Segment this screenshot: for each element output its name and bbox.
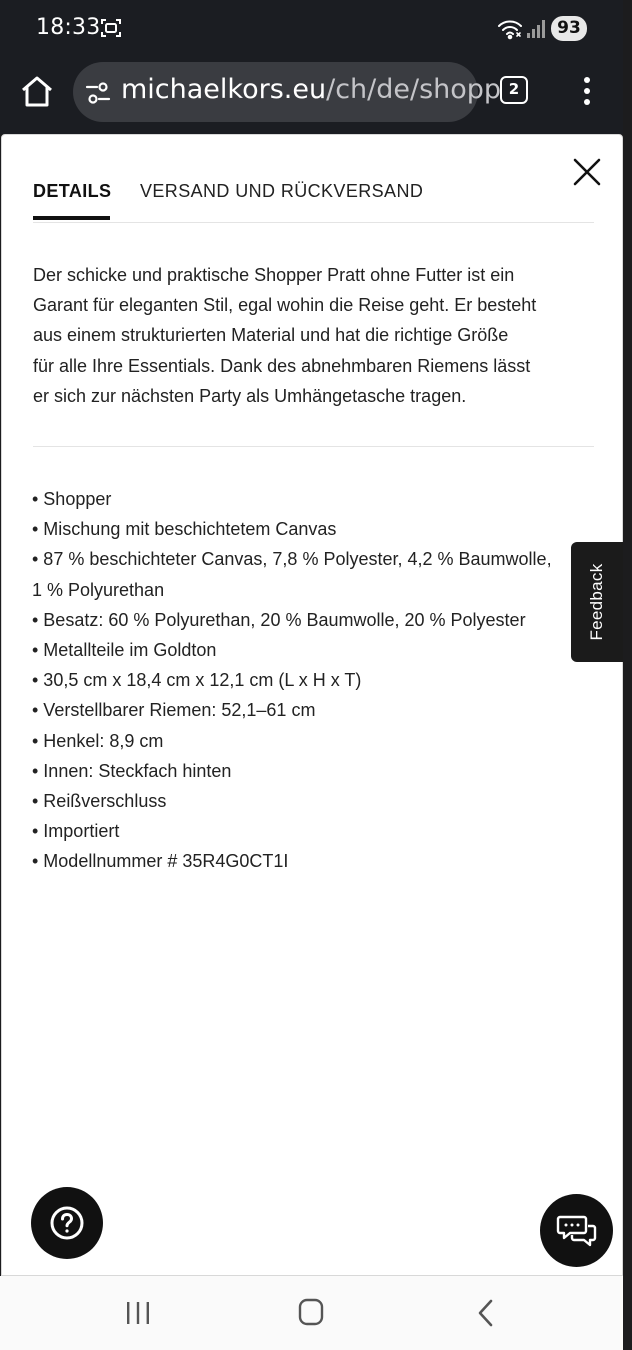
description-line: aus einem strukturierten Material und hat die richtige Größe	[33, 325, 509, 346]
product-description	[33, 260, 598, 411]
chat-icon	[556, 1212, 598, 1250]
battery-icon: 93	[551, 16, 587, 41]
address-bar[interactable]	[73, 62, 502, 122]
feature-item: 1 % Polyurethan	[32, 579, 165, 600]
back-icon[interactable]	[476, 1298, 496, 1328]
nav-home-icon[interactable]	[298, 1298, 324, 1326]
product-details-sheet	[1, 134, 623, 1276]
feedback-label: Feedback	[587, 563, 606, 641]
description-line: für alle Ihre Essentials. Dank des abnehmbaren Riemens lässt	[33, 355, 531, 376]
active-tab-indicator	[33, 216, 110, 220]
status-time: 18:33	[36, 15, 101, 40]
site-settings-icon[interactable]	[85, 81, 111, 105]
feature-item: • 30,5 cm x 18,4 cm x 12,1 cm (L x H x T)	[32, 670, 362, 691]
more-menu-icon[interactable]	[577, 76, 597, 106]
url-domain: michaelkors.eu	[121, 74, 327, 105]
tab-switcher-button[interactable]: 2	[500, 76, 528, 104]
section-divider	[33, 446, 594, 447]
wifi-icon	[497, 18, 523, 40]
feature-item: • Innen: Steckfach hinten	[32, 760, 232, 781]
description-line: er sich zur nächsten Party als Umhängetasche tragen.	[33, 385, 467, 406]
feature-item: • Metallteile im Goldton	[32, 640, 217, 661]
tab-shipping-returns[interactable]: VERSAND UND RÜCKVERSAND	[140, 181, 424, 201]
description-line: Der schicke und praktische Shopper Pratt ohne Futter ist ein	[33, 265, 515, 285]
question-icon	[49, 1205, 85, 1241]
tab-details[interactable]: DETAILS	[33, 181, 112, 201]
feature-item: • Importiert	[32, 821, 120, 842]
status-bar	[0, 0, 623, 56]
home-icon[interactable]	[18, 73, 56, 111]
feature-item: • 87 % beschichteter Canvas, 7,8 % Polyester, 4,2 % Baumwolle,	[32, 549, 552, 570]
system-nav-bar	[0, 1276, 623, 1350]
product-features-list	[32, 484, 632, 877]
details-tabs	[33, 175, 594, 223]
feature-item: • Henkel: 8,9 cm	[32, 730, 164, 751]
feedback-tab[interactable]	[571, 542, 623, 662]
url-text[interactable]	[121, 74, 501, 105]
recent-apps-icon[interactable]	[124, 1300, 152, 1326]
signal-icon	[526, 18, 546, 40]
feature-item: • Mischung mit beschichtetem Canvas	[32, 519, 337, 540]
feature-item: • Shopper	[32, 489, 112, 509]
chat-button[interactable]	[540, 1194, 613, 1267]
feature-item: • Modellnummer # 35R4G0CT1I	[32, 851, 289, 872]
feature-item: • Besatz: 60 % Polyurethan, 20 % Baumwolle, 20 % Polyester	[32, 609, 526, 630]
description-line: Garant für eleganten Stil, egal wohin die Reise geht. Er besteht	[33, 295, 537, 316]
help-button[interactable]	[31, 1187, 103, 1259]
feature-item: • Reißverschluss	[32, 791, 167, 812]
url-path: /ch/de/shopp	[326, 74, 502, 105]
feature-item: • Verstellbarer Riemen: 52,1–61 cm	[32, 700, 316, 721]
screenshot-icon	[100, 17, 122, 39]
browser-toolbar	[0, 56, 623, 134]
